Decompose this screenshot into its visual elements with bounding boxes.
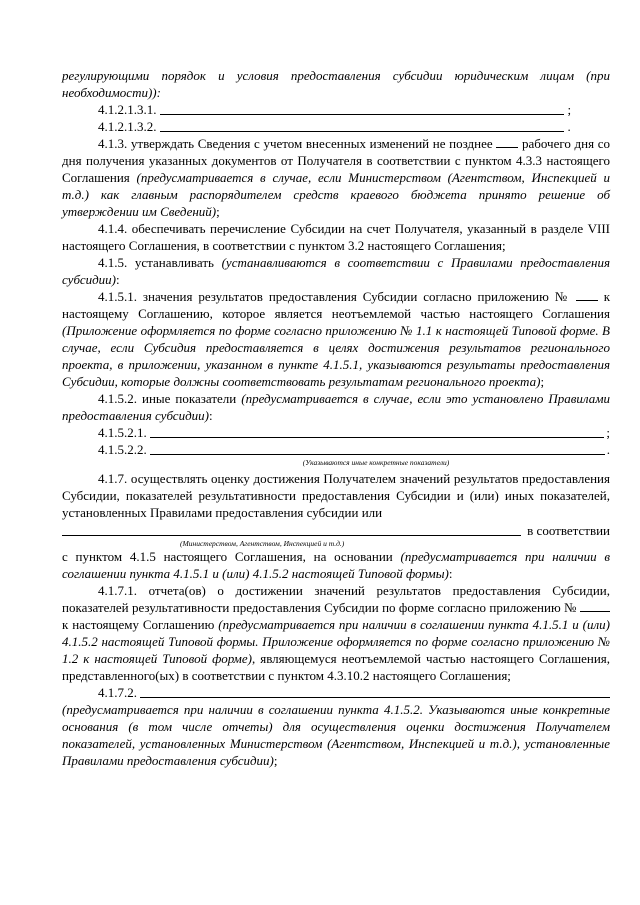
blank-appendix-number (576, 289, 598, 301)
text-4-1-7-2-note: (предусматривается при наличии в соглашении пункта 4.1.5.2. Указываются иные конкретные основания (в том числе отчеты) для осуществления оценки достижения Получателем показателей, установленных Министерством (Агентством, Инспекцией и т.д.), установленные Правилами предоставления субсидии) (62, 702, 610, 768)
text-basis-start: с пунктом 4.1.5 настоящего Соглашения, на основании (62, 549, 393, 564)
text-4-1-5-2-note: (предусматривается в случае, если это установлено Правилами предоставления субсидии) (62, 391, 610, 423)
field-row-4-1-7-2 (62, 684, 610, 701)
text-regulating: регулирующими порядок и условия предоставления субсидии юридическим лицам (при необходимости)): (62, 68, 610, 100)
field-label: 4.1.5.2.1. (98, 425, 147, 440)
paragraph-4-1-7-basis (62, 548, 610, 582)
field-label: 4.1.2.1.3.2. (98, 119, 157, 134)
field-end: ; (567, 102, 572, 117)
text-4-1-7-2-end: ; (273, 753, 278, 768)
blank-line (150, 425, 605, 438)
paragraph-4-1-3 (62, 135, 610, 220)
text-4-1-7-1-mid: к настоящему Соглашению (62, 617, 215, 632)
text-4-1-7-1-note: (предусматривается при наличии в соглашении пункта 4.1.5.1 и (или) 4.1.5.2 настоящей Типовой формы. Приложение оформляется по форме согласно приложению № 1.2 к настоящей Типовой форме) (62, 617, 610, 666)
paragraph-continuation (62, 67, 610, 101)
text-4-1-7-1-end: , являющемуся неотъемлемой частью настоящего Соглашения, представленного(ых) в соответствии с пунктом 4.3.10.2 настоящего Соглашения; (62, 651, 610, 683)
blank-line (160, 119, 564, 132)
blank-line (150, 442, 605, 455)
paragraph-4-1-7-1 (62, 582, 610, 684)
field-row-4-1-2-1-3-1 (62, 101, 610, 118)
text-basis-end: : (448, 566, 453, 581)
field-end: . (606, 442, 610, 457)
field-row-4-1-5-2-2 (62, 441, 610, 458)
paragraph-4-1-5-2 (62, 390, 610, 424)
field-end: ; (606, 425, 610, 440)
paragraph-4-1-5-1 (62, 288, 610, 390)
text-4-1-3-start: 4.1.3. утверждать Сведения с учетом внесенных изменений не позднее (98, 136, 493, 151)
text-4-1-5-1-start: 4.1.5.1. значения результатов предоставления Субсидии согласно приложению № (98, 289, 570, 304)
text-4-1-5-end: : (116, 272, 120, 287)
text-basis-note: (предусматривается при наличии в соглашении пункта 4.1.5.1 и (или) 4.1.5.2 настоящей Типовой формы) (62, 549, 610, 581)
caption-other-indicators: (Указываются иные конкретные показатели) (302, 458, 450, 467)
text-4-1-5-2-start: 4.1.5.2. иные показатели (98, 391, 237, 406)
text-4-1-7-1-start: 4.1.7.1. отчета(ов) о достижении значений результатов предоставления Субсидии, показателей результативности предоставления Субсидии по форме согласно приложению № (62, 583, 610, 615)
blank-line (140, 685, 610, 698)
field-label: 4.1.5.2.2. (98, 442, 147, 457)
text-4-1-5-start: 4.1.5. устанавливать (98, 255, 214, 270)
field-label: 4.1.2.1.3.1. (98, 102, 157, 117)
text-4-1-5-1-note: (Приложение оформляется по форме согласно приложению № 1.1 к настоящей Типовой форме. В случае, если Субсидия предоставляется в целях достижения результатов регионального проекта, в приложении, указанном в пункте 4.1.5.1, указываются результаты предоставления Субсидии, которые должны соответствовать результатам регионального проекта) (62, 323, 610, 389)
blank-appendix-number (580, 600, 610, 612)
caption-ministry: (Министерством, Агентством, Инспекцией и т.д.) (180, 539, 345, 548)
paragraph-4-1-5 (62, 254, 610, 288)
paragraph-4-1-7: 4.1.7. осуществлять оценку достижения Получателем значений результатов предоставления Субсидии, показателей результативности предоставления Субсидии и (или) иных показателей, установленных Правилами предоставления субсидии или (62, 471, 610, 520)
paragraph-4-1-7-2-note (62, 701, 610, 769)
document-page (62, 67, 610, 769)
text-4-1-3-end: ; (216, 204, 220, 219)
text-4-1-5-2-end: : (208, 408, 213, 423)
text-4-1-5-1-end: ; (540, 374, 545, 389)
blank-line (160, 102, 564, 115)
text-4-1-5-note: (устанавливаются в соответствии с Правилами предоставления субсидии) (62, 255, 611, 287)
blank-days (496, 136, 518, 148)
text-4-1-3-mid: рабочего дня со дня получения указанных документов от Получателя в соответствии с пунктом 4.3.3 настоящего Соглашения (62, 136, 611, 185)
field-label: 4.1.7.2. (98, 685, 137, 700)
field-row-4-1-2-1-3-2 (62, 118, 610, 135)
text-4-1-3-note: (предусматривается в случае, если Министерством (Агентством, Инспекцией и т.д.) как главным распорядителем средств краевого бюджета принято решение об утверждении им Сведений) (62, 170, 611, 219)
text-4-1-5-1-mid: к настоящему Соглашению, которое является неотъемлемой частью настоящего Соглашения (62, 289, 611, 321)
paragraph-4-1-4: 4.1.4. обеспечивать перечисление Субсидии на счет Получателя, указанный в разделе VIII настоящего Соглашения, в соответствии с пунктом 3.2 настоящего Соглашения; (62, 221, 610, 253)
blank-line (62, 523, 521, 536)
field-row-ministry (62, 522, 610, 539)
field-row-4-1-5-2-1 (62, 424, 610, 441)
field-end: . (567, 119, 571, 134)
text-in-accordance: в соответствии (527, 523, 610, 538)
